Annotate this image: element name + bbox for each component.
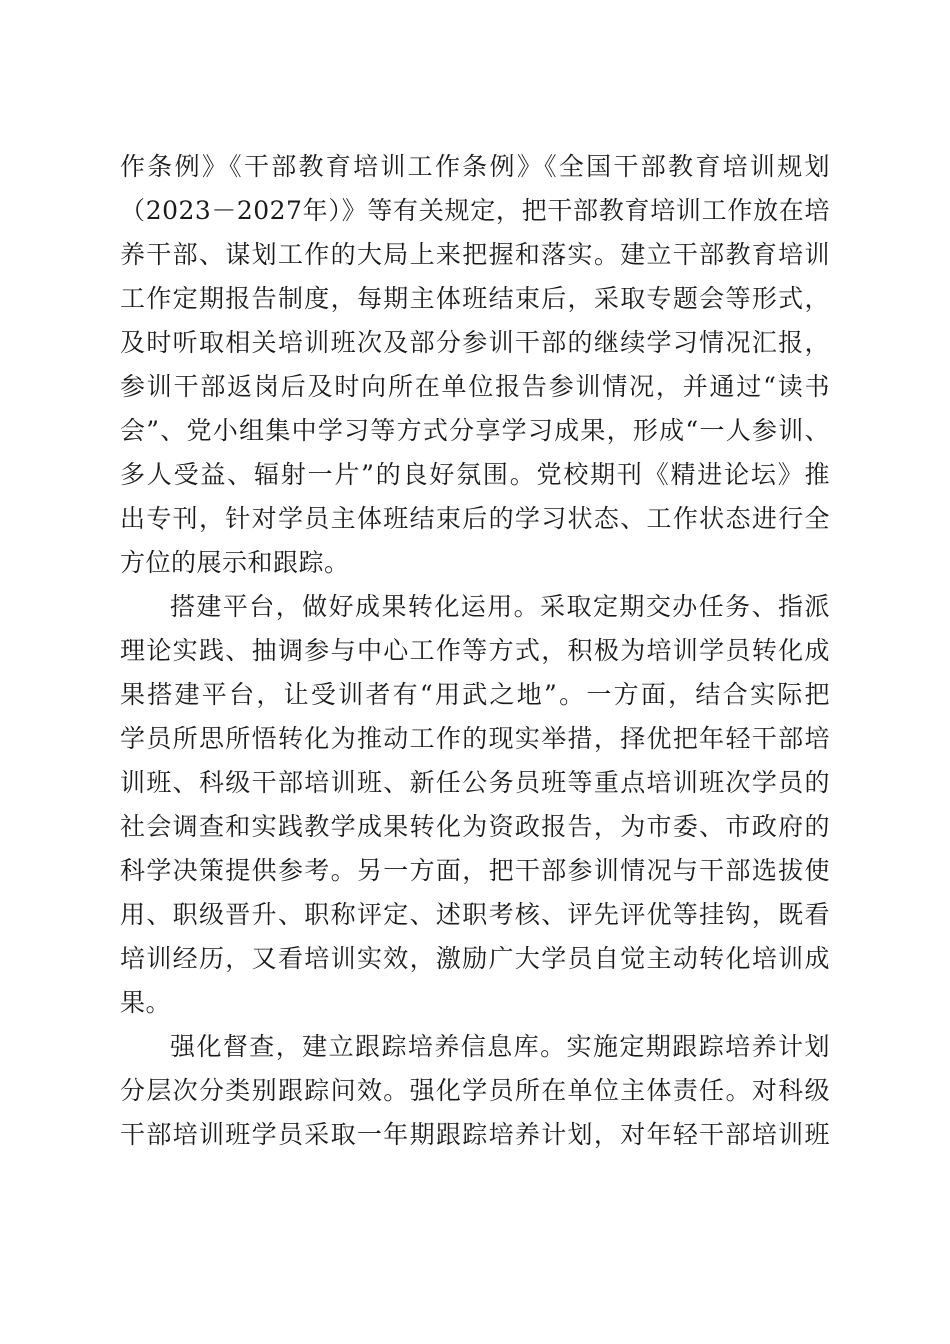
text-line: 工作定期报告制度，每期主体班结束后，采取专题会等形式， — [120, 284, 830, 313]
text-line: 学员所思所悟转化为推动工作的现实举措，择优把年轻干部培 — [120, 724, 830, 753]
text-line: （2023－2027年）》等有关规定，把干部教育培训工作放在培 — [120, 196, 830, 225]
text-line: 方位的展示和跟踪。 — [120, 548, 350, 577]
text-line: 干部培训班学员采取一年期跟踪培养计划，对年轻干部培训班 — [120, 1120, 830, 1149]
text-line: 用、职级晋升、职称评定、述职考核、评先评优等挂钩，既看 — [120, 900, 830, 929]
text-line: 社会调查和实践教学成果转化为资政报告，为市委、市政府的 — [120, 812, 830, 841]
text-line: 及时听取相关培训班次及部分参训干部的继续学习情况汇报， — [120, 328, 830, 357]
text-line: 参训干部返岗后及时向所在单位报告参训情况，并通过“读书 — [120, 372, 830, 401]
text-line: 出专刊，针对学员主体班结束后的学习状态、工作状态进行全 — [120, 504, 830, 533]
paragraph-heading-line: 强化督查，建立跟踪培养信息库。实施定期跟踪培养计划 — [170, 1032, 830, 1061]
paragraph-heading-line: 搭建平台，做好成果转化运用。采取定期交办任务、指派 — [170, 592, 830, 621]
text-line: 分层次分类别跟踪问效。强化学员所在单位主体责任。对科级 — [120, 1076, 830, 1105]
text-line: 理论实践、抽调参与中心工作等方式，积极为培训学员转化成 — [120, 636, 830, 665]
text-line: 科学决策提供参考。另一方面，把干部参训情况与干部选拔使 — [120, 856, 830, 885]
text-line: 作条例》《干部教育培训工作条例》《全国干部教育培训规划 — [120, 152, 830, 181]
text-line: 果搭建平台，让受训者有“用武之地”。一方面，结合实际把 — [120, 680, 830, 709]
text-line: 培训经历，又看培训实效，激励广大学员自觉主动转化培训成 — [120, 944, 830, 973]
text-line: 果。 — [120, 988, 172, 1017]
text-line: 会”、党小组集中学习等方式分享学习成果，形成“一人参训、 — [120, 416, 830, 445]
text-line: 训班、科级干部培训班、新任公务员班等重点培训班次学员的 — [120, 768, 830, 797]
text-line: 养干部、谋划工作的大局上来把握和落实。建立干部教育培训 — [120, 240, 830, 269]
text-line: 多人受益、辐射一片”的良好氛围。党校期刊《精进论坛》推 — [120, 460, 830, 489]
document-body — [120, 145, 830, 1157]
